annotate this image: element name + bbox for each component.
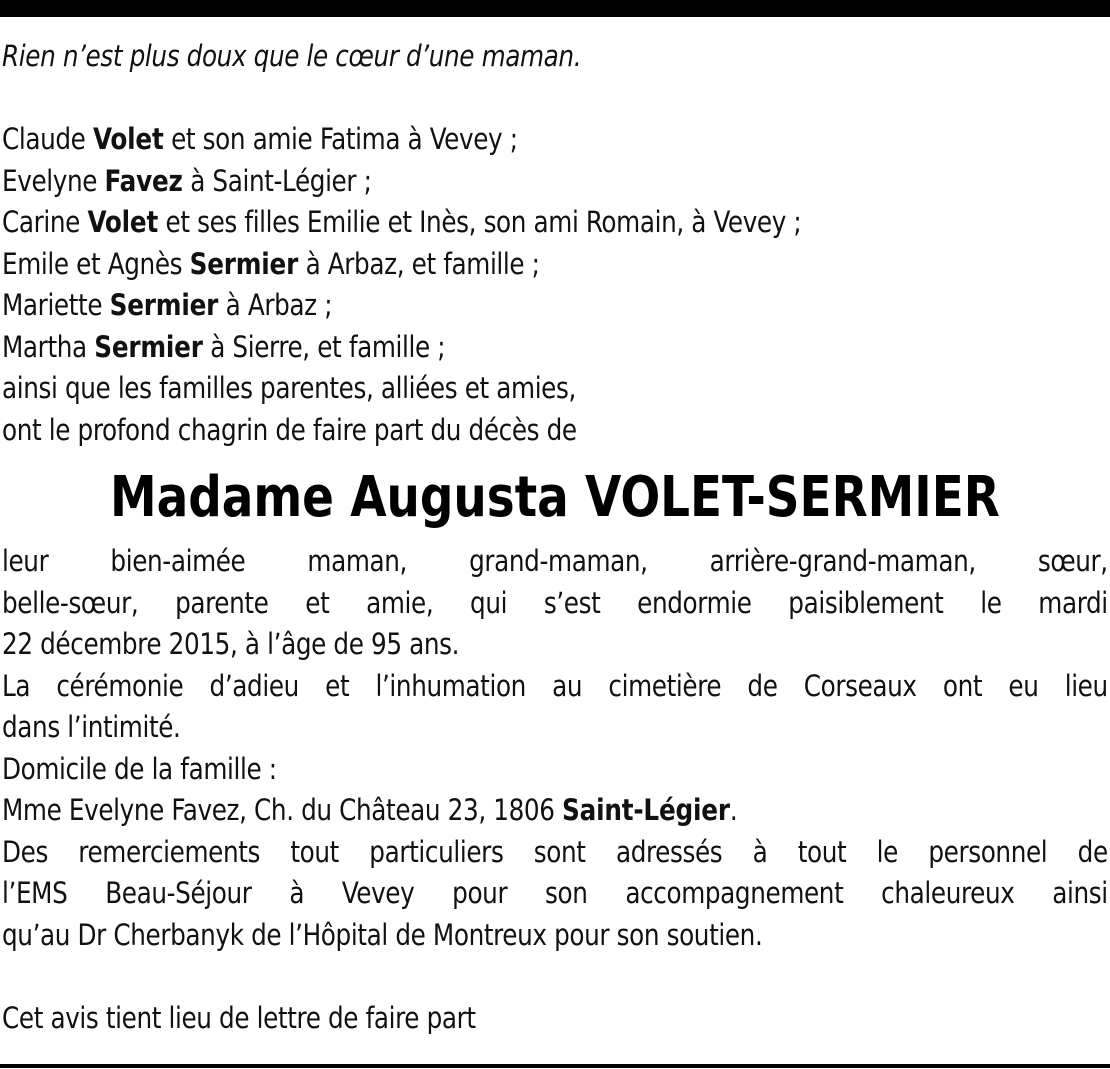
family-surname: Sermier: [109, 288, 219, 322]
family-surname: Sermier: [94, 329, 203, 364]
epigraph: Rien n’est plus doux que le cœur d’une maman.: [2, 39, 582, 73]
family-surname: Volet: [87, 205, 159, 239]
family-surname: Sermier: [189, 246, 299, 281]
spacer: [2, 78, 1108, 120]
family-detail: à Saint-Légier ;: [182, 163, 372, 198]
family-line: [2, 244, 1108, 286]
family-line: [2, 161, 1108, 203]
family-given-name: Carine: [2, 205, 88, 239]
family-given-name: Evelyne: [2, 163, 105, 198]
notice-body: [2, 36, 1108, 1039]
address-city: Saint-Légier: [562, 793, 730, 827]
family-detail: à Sierre, et famille ;: [202, 329, 446, 364]
thanks-paragraph: [2, 832, 1108, 957]
family-list: [2, 119, 1108, 368]
spacer: [2, 956, 1108, 998]
family-line: [2, 285, 1108, 327]
thanks-line: l’EMS Beau-Séjour à Vevey pour son accompagnement chaleureux ainsi: [2, 876, 1108, 910]
family-detail: et ses filles Emilie et Inès, son ami Romain, à Vevey ;: [158, 205, 802, 239]
closing-line: Cet avis tient lieu de lettre de faire part: [2, 1000, 476, 1035]
ceremony-line: dans l’intimité.: [2, 710, 181, 744]
domicile-label: Domicile de la famille :: [2, 751, 277, 786]
family-detail: à Arbaz, et famille ;: [298, 246, 540, 281]
description-line: leur bien-aimée maman, grand-maman, arrière-grand-maman, sœur,: [2, 544, 1108, 578]
address-punctuation: .: [729, 793, 738, 827]
family-line: [2, 119, 1108, 161]
bottom-rule: [0, 1064, 1110, 1068]
description-line: 22 décembre 2015, à l’âge de 95 ans.: [2, 627, 460, 661]
family-line: [2, 202, 1108, 244]
top-rule: [0, 0, 1110, 17]
family-detail: à Arbaz ;: [218, 288, 333, 322]
allies-line: ainsi que les familles parentes, alliées et amies,: [2, 371, 576, 405]
ceremony-line: La cérémonie d’adieu et l’inhumation au cimetière de Corseaux ont eu lieu: [2, 668, 1108, 703]
family-surname: Volet: [92, 122, 164, 156]
description-line: belle-sœur, parente et amie, qui s’est endormie paisiblement le mardi: [2, 585, 1108, 620]
family-detail: et son amie Fatima à Vevey ;: [163, 122, 518, 156]
deceased-name: Madame Augusta VOLET-SERMIER: [109, 465, 1000, 530]
family-given-name: Mariette: [2, 288, 110, 322]
address-text: Mme Evelyne Favez, Ch. du Château 23, 1806: [2, 793, 563, 827]
family-surname: Favez: [104, 163, 183, 198]
family-given-name: Emile et Agnès: [2, 246, 190, 281]
family-given-name: Martha: [2, 329, 95, 364]
domicile-section: [2, 749, 1108, 832]
family-given-name: Claude: [2, 122, 93, 156]
ceremony-paragraph: [2, 666, 1108, 749]
thanks-line: qu’au Dr Cherbanyk de l’Hôpital de Montreux pour son soutien.: [2, 917, 763, 952]
domicile-address: [2, 790, 1108, 832]
description-paragraph: [2, 541, 1108, 666]
family-line: [2, 327, 1108, 369]
announce-line: ont le profond chagrin de faire part du décès de: [2, 412, 577, 447]
thanks-line: Des remerciements tout particuliers sont adressés à tout le personnel de: [2, 834, 1108, 869]
